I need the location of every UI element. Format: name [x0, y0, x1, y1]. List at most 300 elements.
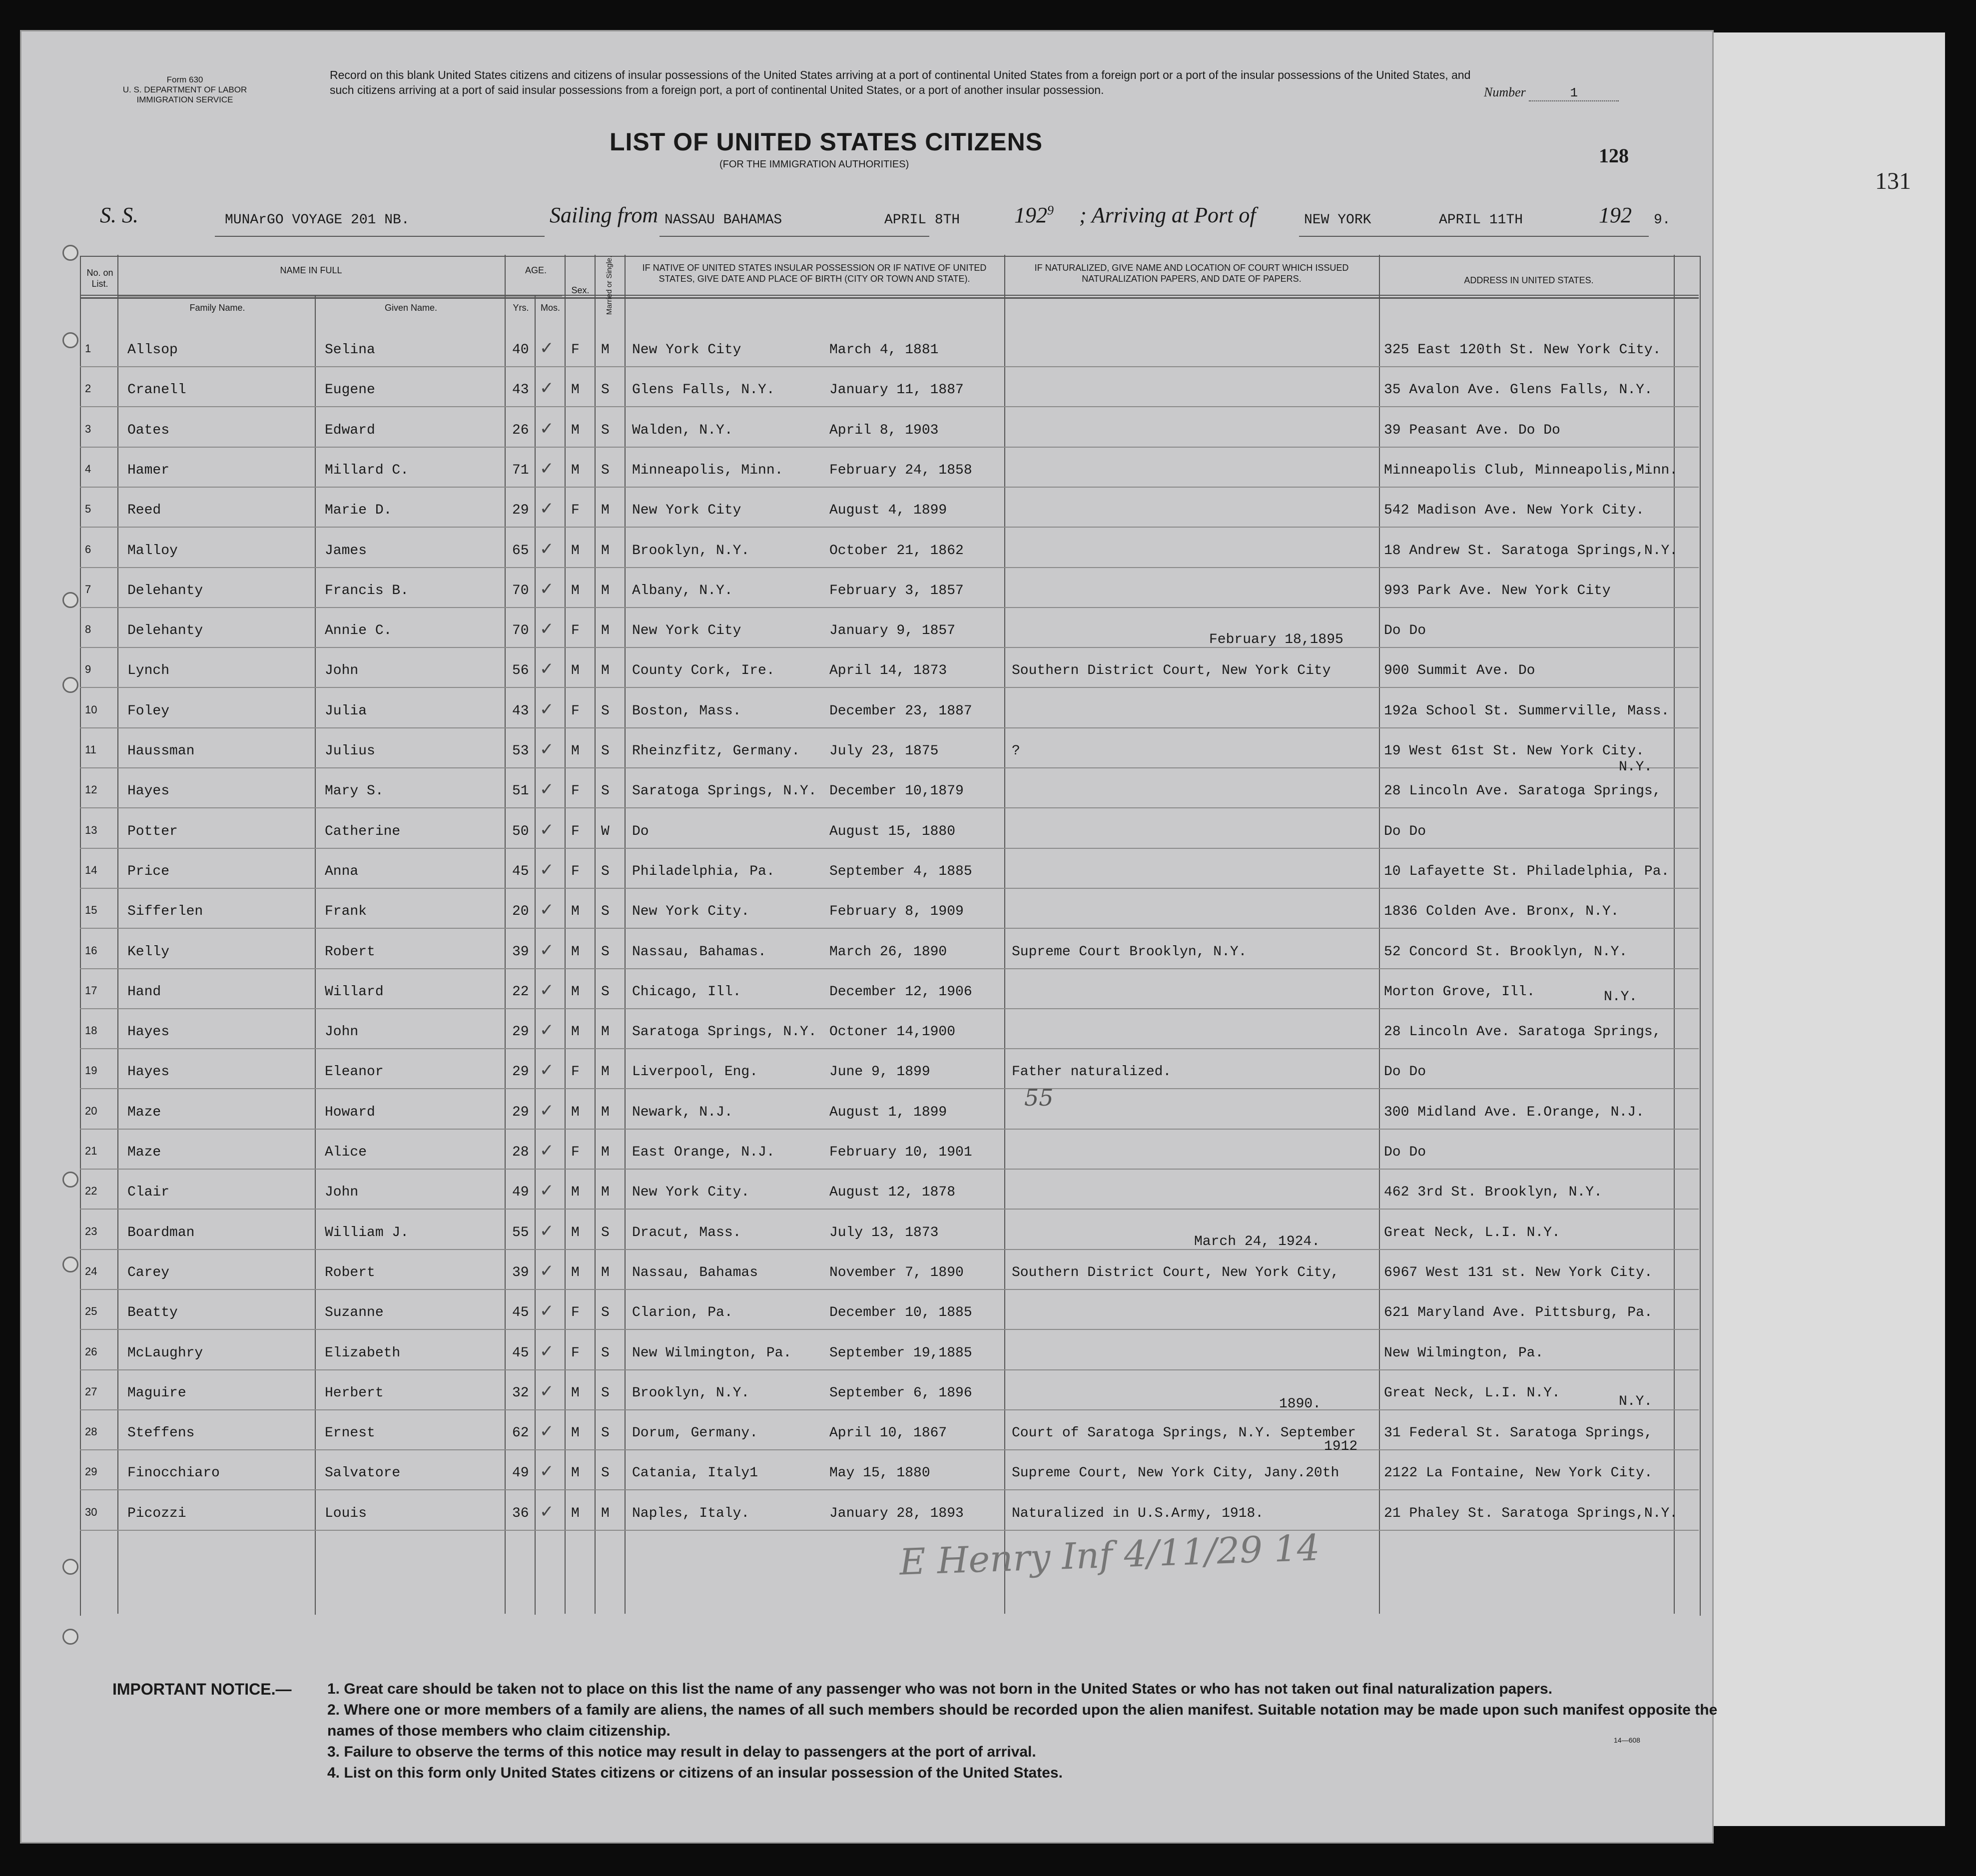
annotation-addr12-ny: N.Y.: [1619, 759, 1653, 775]
cell-ms: W: [601, 824, 610, 839]
cell-place: Minneapolis, Minn.: [632, 463, 783, 478]
cell-age: 40: [512, 342, 529, 358]
cell-place: Dorum, Germany.: [632, 1425, 758, 1441]
cell-age: 29: [512, 1105, 529, 1120]
cell-family: Delehanty: [127, 623, 203, 638]
cell-sex: M: [571, 904, 580, 919]
cell-addr: Do Do: [1384, 1064, 1426, 1080]
cell-no: 3: [85, 423, 91, 435]
checkmark-icon: ✓: [540, 1421, 554, 1441]
cell-ms: S: [601, 904, 610, 919]
cell-age: 65: [512, 543, 529, 559]
cell-sex: F: [571, 342, 580, 358]
cell-date: August 12, 1878: [829, 1185, 956, 1200]
year-label-2: 192: [1599, 203, 1632, 227]
checkmark-icon: ✓: [540, 699, 554, 719]
cell-place: Albany, N.Y.: [632, 583, 733, 599]
cell-addr: 1836 Colden Ave. Bronx, N.Y.: [1384, 904, 1619, 919]
cell-sex: F: [571, 1345, 580, 1361]
annotation-addr28-ny: N.Y.: [1619, 1394, 1653, 1409]
cell-date: March 4, 1881: [829, 342, 939, 358]
cell-addr: 35 Avalon Ave. Glens Falls, N.Y.: [1384, 382, 1653, 398]
cell-age: 39: [512, 944, 529, 960]
cell-family: Hayes: [127, 1024, 170, 1040]
cell-place: New York City.: [632, 904, 750, 919]
cell-place: Boston, Mass.: [632, 703, 741, 719]
back-page: [1709, 32, 1945, 1826]
cell-given: Alice: [325, 1145, 367, 1160]
cell-date: August 4, 1899: [829, 503, 947, 518]
cell-given: John: [325, 1024, 359, 1040]
cell-date: July 13, 1873: [829, 1225, 939, 1241]
cell-date: April 14, 1873: [829, 663, 947, 678]
cell-sex: M: [571, 1225, 580, 1241]
cell-family: Picozzi: [127, 1506, 186, 1521]
cell-no: 11: [85, 743, 96, 756]
cell-place: Brooklyn, N.Y.: [632, 543, 750, 559]
row-rule: [80, 687, 1699, 688]
cell-ms: M: [601, 1105, 610, 1120]
cell-given: Julius: [325, 743, 375, 759]
cell-place: Clarion, Pa.: [632, 1305, 733, 1320]
cell-family: Oates: [127, 423, 170, 438]
cell-age: 70: [512, 623, 529, 638]
cell-age: 29: [512, 1064, 529, 1080]
cell-family: Beatty: [127, 1305, 178, 1320]
cell-addr: 21 Phaley St. Saratoga Springs,N.Y.: [1384, 1506, 1678, 1521]
cell-date: December 10,1879: [829, 783, 964, 799]
cell-nat: Supreme Court, New York City, Jany.20th: [1012, 1465, 1339, 1481]
ship-name: MUNArGO VOYAGE 201 NB.: [225, 212, 410, 228]
row-rule: [80, 968, 1699, 969]
cell-date: August 1, 1899: [829, 1105, 947, 1120]
cell-sex: F: [571, 783, 580, 799]
cell-family: Price: [127, 864, 170, 879]
cell-date: January 9, 1857: [829, 623, 956, 638]
checkmark-icon: ✓: [540, 1261, 554, 1281]
cell-family: Maze: [127, 1105, 161, 1120]
cell-age: 71: [512, 463, 529, 478]
cell-no: 29: [85, 1465, 97, 1478]
cell-ms: S: [601, 1425, 610, 1441]
port-from: NASSAU BAHAMAS: [664, 212, 782, 228]
cell-age: 51: [512, 783, 529, 799]
checkmark-icon: ✓: [540, 980, 554, 1000]
cell-ms: S: [601, 984, 610, 1000]
row-rule: [80, 848, 1699, 849]
manifest-sheet: [20, 30, 1718, 1844]
col-family-name: Family Name.: [189, 303, 245, 313]
cell-addr: Do Do: [1384, 623, 1426, 638]
cell-ms: S: [601, 463, 610, 478]
cell-no: 26: [85, 1345, 97, 1358]
checkmark-icon: ✓: [540, 579, 554, 599]
cell-sex: M: [571, 984, 580, 1000]
row-rule: [80, 1489, 1699, 1490]
cell-no: 27: [85, 1385, 97, 1398]
cell-addr: 18 Andrew St. Saratoga Springs,N.Y.: [1384, 543, 1678, 559]
cell-sex: F: [571, 1064, 580, 1080]
cell-no: 17: [85, 984, 97, 997]
cell-addr: 900 Summit Ave. Do: [1384, 663, 1535, 678]
cell-family: Clair: [127, 1185, 170, 1200]
cell-sex: M: [571, 1105, 580, 1120]
cell-given: John: [325, 1185, 359, 1200]
cell-family: Allsop: [127, 342, 178, 358]
number-field: [1484, 85, 1619, 101]
col-mos: Mos.: [540, 303, 560, 313]
cell-given: John: [325, 663, 359, 678]
punch-hole: [62, 332, 78, 348]
cell-place: Rheinzfitz, Germany.: [632, 743, 800, 759]
cell-ms: M: [601, 623, 610, 638]
cell-family: Malloy: [127, 543, 178, 559]
cell-sex: M: [571, 1425, 580, 1441]
cell-ms: S: [601, 1385, 610, 1401]
cell-given: Louis: [325, 1506, 367, 1521]
cell-date: May 15, 1880: [829, 1465, 930, 1481]
cell-ms: S: [601, 1225, 610, 1241]
cell-family: Maguire: [127, 1385, 186, 1401]
cell-date: October 21, 1862: [829, 543, 964, 559]
date-from: APRIL 8TH: [884, 212, 960, 228]
row-rule: [80, 447, 1699, 448]
number-label: Number: [1484, 85, 1526, 99]
cell-date: December 23, 1887: [829, 703, 972, 719]
cell-date: April 8, 1903: [829, 423, 939, 438]
cell-ms: M: [601, 503, 610, 518]
row-rule: [80, 1409, 1699, 1410]
cell-addr: Morton Grove, Ill.: [1384, 984, 1535, 1000]
cell-age: 36: [512, 1506, 529, 1521]
cell-no: 8: [85, 623, 91, 635]
cell-ms: M: [601, 1185, 610, 1200]
cell-addr: 542 Madison Ave. New York City.: [1384, 503, 1644, 518]
row-rule: [80, 366, 1699, 367]
checkmark-icon: ✓: [540, 1221, 554, 1241]
checkmark-icon: ✓: [540, 940, 554, 960]
checkmark-icon: ✓: [540, 338, 554, 358]
cell-date: July 23, 1875: [829, 743, 939, 759]
cell-addr: 28 Lincoln Ave. Saratoga Springs,: [1384, 783, 1661, 799]
checkmark-icon: ✓: [540, 419, 554, 439]
cell-date: February 10, 1901: [829, 1145, 972, 1160]
cell-no: 2: [85, 382, 91, 395]
cell-place: County Cork, Ire.: [632, 663, 775, 678]
cell-no: 21: [85, 1145, 97, 1157]
cell-family: Maze: [127, 1145, 161, 1160]
cell-date: November 7, 1890: [829, 1265, 964, 1280]
row-rule: [80, 1088, 1699, 1089]
cell-place: Brooklyn, N.Y.: [632, 1385, 750, 1401]
cell-given: Eugene: [325, 382, 375, 398]
cell-addr: 28 Lincoln Ave. Saratoga Springs,: [1384, 1024, 1661, 1040]
cell-ms: S: [601, 1345, 610, 1361]
cell-place: Do: [632, 824, 649, 839]
checkmark-icon: ✓: [540, 1301, 554, 1321]
cell-ms: S: [601, 1465, 610, 1481]
cell-date: August 15, 1880: [829, 824, 956, 839]
col-address: ADDRESS IN UNITED STATES.: [1464, 275, 1594, 285]
cell-sex: M: [571, 1465, 580, 1481]
cell-no: 1: [85, 342, 91, 355]
cell-place: East Orange, N.J.: [632, 1145, 775, 1160]
cell-no: 5: [85, 503, 91, 515]
checkmark-icon: ✓: [540, 1141, 554, 1161]
cell-given: Annie C.: [325, 623, 392, 638]
cell-given: Marie D.: [325, 503, 392, 518]
cell-family: Haussman: [127, 743, 195, 759]
cell-addr: 10 Lafayette St. Philadelphia, Pa.: [1384, 864, 1670, 879]
cell-sex: M: [571, 543, 580, 559]
cell-ms: S: [601, 783, 610, 799]
cell-date: January 28, 1893: [829, 1506, 964, 1521]
cell-ms: M: [601, 1145, 610, 1160]
cell-nat: Southern District Court, New York City,: [1012, 1265, 1339, 1280]
cell-ms: M: [601, 543, 610, 559]
row-rule: [80, 1449, 1699, 1450]
cell-sex: M: [571, 1265, 580, 1280]
cell-addr: 325 East 120th St. New York City.: [1384, 342, 1661, 358]
cell-age: 28: [512, 1145, 529, 1160]
checkmark-icon: ✓: [540, 820, 554, 840]
cell-sex: F: [571, 503, 580, 518]
cell-place: Saratoga Springs, N.Y.: [632, 1024, 817, 1040]
row-rule: [80, 567, 1699, 568]
row-rule: [80, 1369, 1699, 1370]
cell-age: 45: [512, 1305, 529, 1320]
cell-family: Reed: [127, 503, 161, 518]
cell-sex: M: [571, 1506, 580, 1521]
checkmark-icon: ✓: [540, 739, 554, 759]
cell-ms: M: [601, 342, 610, 358]
cell-age: 45: [512, 1345, 529, 1361]
cell-given: William J.: [325, 1225, 409, 1241]
cell-family: Carey: [127, 1265, 170, 1280]
cell-place: Saratoga Springs, N.Y.: [632, 783, 817, 799]
checkmark-icon: ✓: [540, 378, 554, 398]
cell-place: Catania, Italy1: [632, 1465, 758, 1481]
cell-family: Hayes: [127, 783, 170, 799]
cell-place: Philadelphia, Pa.: [632, 864, 775, 879]
cell-age: 62: [512, 1425, 529, 1441]
cell-ms: S: [601, 1305, 610, 1320]
notice-item: 4. List on this form only United States citizens or citizens of an insular possession of the United States.: [327, 1765, 1063, 1781]
cell-nat: Court of Saratoga Springs, N.Y. September: [1012, 1425, 1356, 1441]
number-value: 1: [1529, 85, 1619, 101]
row-rule: [80, 487, 1699, 488]
col-yrs: Yrs.: [513, 303, 529, 313]
checkmark-icon: ✓: [540, 1060, 554, 1080]
checkmark-icon: ✓: [540, 1381, 554, 1401]
cell-no: 6: [85, 543, 91, 556]
cell-place: Nassau, Bahamas: [632, 1265, 758, 1280]
cell-nat: Southern District Court, New York City: [1012, 663, 1331, 678]
cell-no: 22: [85, 1185, 97, 1197]
annotation-nat9-date: February 18,1895: [1209, 632, 1343, 647]
cell-no: 20: [85, 1105, 97, 1117]
cell-age: 26: [512, 423, 529, 438]
cell-sex: F: [571, 824, 580, 839]
cell-no: 19: [85, 1064, 97, 1077]
checkmark-icon: ✓: [540, 1461, 554, 1481]
cell-no: 14: [85, 864, 97, 876]
cell-no: 4: [85, 463, 91, 475]
cell-no: 30: [85, 1506, 97, 1518]
cell-nat: Father naturalized.: [1012, 1064, 1172, 1080]
cell-given: Eleanor: [325, 1064, 384, 1080]
cell-ms: M: [601, 663, 610, 678]
cell-family: Hand: [127, 984, 161, 1000]
cell-no: 7: [85, 583, 91, 596]
cell-age: 50: [512, 824, 529, 839]
cell-age: 29: [512, 1024, 529, 1040]
cell-given: Edward: [325, 423, 375, 438]
cell-given: Anna: [325, 864, 359, 879]
cell-date: February 3, 1857: [829, 583, 964, 599]
punch-hole: [62, 1559, 78, 1575]
cell-addr: 993 Park Ave. New York City: [1384, 583, 1611, 599]
row-rule: [80, 767, 1699, 768]
cell-date: December 10, 1885: [829, 1305, 972, 1320]
cell-no: 9: [85, 663, 91, 675]
cell-place: Newark, N.J.: [632, 1105, 733, 1120]
arriving-label: ; Arriving at Port of: [1079, 203, 1256, 227]
row-rule: [80, 647, 1699, 648]
form-number: Form 630: [166, 75, 203, 84]
col-name-in-full: NAME IN FULL: [280, 265, 342, 275]
cell-given: Herbert: [325, 1385, 384, 1401]
cell-place: Glens Falls, N.Y.: [632, 382, 775, 398]
row-rule: [80, 888, 1699, 889]
cell-age: 29: [512, 503, 529, 518]
cell-family: Kelly: [127, 944, 170, 960]
annotation-hand-55: 55: [1024, 1084, 1054, 1111]
cell-sex: F: [571, 1305, 580, 1320]
notice-item: 3. Failure to observe the terms of this notice may result in delay to passengers at the port of arrival.: [327, 1744, 1036, 1760]
cell-family: Steffens: [127, 1425, 195, 1441]
cell-given: Francis B.: [325, 583, 409, 599]
cell-place: New Wilmington, Pa.: [632, 1345, 792, 1361]
row-rule: [80, 1209, 1699, 1210]
cell-addr: 621 Maryland Ave. Pittsburg, Pa.: [1384, 1305, 1653, 1320]
row-rule: [80, 1530, 1699, 1531]
page-title: LIST OF UNITED STATES CITIZENS: [610, 128, 1043, 156]
cell-family: Hamer: [127, 463, 170, 478]
cell-age: 56: [512, 663, 529, 678]
manifest-table: [80, 256, 1701, 1616]
cell-age: 39: [512, 1265, 529, 1280]
cell-no: 18: [85, 1024, 97, 1037]
cell-sex: F: [571, 864, 580, 879]
checkmark-icon: ✓: [540, 499, 554, 519]
col-age: AGE.: [525, 265, 547, 275]
punch-hole: [62, 245, 78, 261]
cell-sex: M: [571, 1024, 580, 1040]
sailing-label: Sailing from: [550, 203, 659, 227]
cell-date: Octoner 14,1900: [829, 1024, 956, 1040]
cell-age: 43: [512, 703, 529, 719]
col-given-name: Given Name.: [384, 303, 438, 313]
cell-given: Millard C.: [325, 463, 409, 478]
cell-addr: 52 Concord St. Brooklyn, N.Y.: [1384, 944, 1628, 960]
cell-date: September 19,1885: [829, 1345, 972, 1361]
cell-place: Dracut, Mass.: [632, 1225, 741, 1241]
cell-place: New York City.: [632, 1185, 750, 1200]
cell-sex: M: [571, 1385, 580, 1401]
checkmark-icon: ✓: [540, 900, 554, 920]
cell-addr: 300 Midland Ave. E.Orange, N.J.: [1384, 1105, 1644, 1120]
col-birth: IF NATIVE OF UNITED STATES INSULAR POSSESSION OR IF NATIVE OF UNITED STATES, GIVE DATE AND PLACE OF BIRTH (CITY OR TOWN AND STATE).: [642, 263, 987, 284]
cell-given: Catherine: [325, 824, 401, 839]
cell-ms: S: [601, 944, 610, 960]
ss-label: S. S.: [100, 203, 138, 227]
col-no: No. on List.: [86, 268, 113, 289]
cell-addr: 31 Federal St. Saratoga Springs,: [1384, 1425, 1653, 1441]
port-to: NEW YORK: [1304, 212, 1371, 228]
inspector-signature: E Henry Inf 4/11/29 14: [898, 1526, 1320, 1583]
checkmark-icon: ✓: [540, 1101, 554, 1121]
cell-family: Cranell: [127, 382, 186, 398]
cell-addr: 192a School St. Summerville, Mass.: [1384, 703, 1670, 719]
cell-place: Liverpool, Eng.: [632, 1064, 758, 1080]
cell-no: 25: [85, 1305, 97, 1317]
cell-nat: Supreme Court Brooklyn, N.Y.: [1012, 944, 1247, 960]
cell-age: 55: [512, 1225, 529, 1241]
cell-family: Potter: [127, 824, 178, 839]
date-to: APRIL 11TH: [1439, 212, 1523, 228]
annotation-nat24-date: March 24, 1924.: [1194, 1234, 1320, 1250]
cell-ms: M: [601, 1506, 610, 1521]
col-married-single: Married or Single.: [605, 255, 614, 315]
cell-addr: Great Neck, L.I. N.Y.: [1384, 1225, 1560, 1241]
col-naturalized: IF NATURALIZED, GIVE NAME AND LOCATION OF COURT WHICH ISSUED NATURALIZATION PAPERS, AND DATE OF PAPERS.: [1034, 263, 1349, 284]
cell-addr: 39 Peasant Ave. Do Do: [1384, 423, 1560, 438]
cell-given: Robert: [325, 944, 375, 960]
cell-addr: 2122 La Fontaine, New York City.: [1384, 1465, 1653, 1481]
cell-family: McLaughry: [127, 1345, 203, 1361]
annotation-nat29-year: 1912: [1324, 1439, 1358, 1454]
cell-date: December 12, 1906: [829, 984, 972, 1000]
service-label: IMMIGRATION SERVICE: [136, 95, 233, 104]
row-rule: [80, 1329, 1699, 1330]
cell-age: 43: [512, 382, 529, 398]
cell-given: Howard: [325, 1105, 375, 1120]
cell-given: Suzanne: [325, 1305, 384, 1320]
cell-given: Ernest: [325, 1425, 375, 1441]
cell-place: Walden, N.Y.: [632, 423, 733, 438]
row-rule: [80, 607, 1699, 608]
cell-date: April 10, 1867: [829, 1425, 947, 1441]
stamp-number: 128: [1599, 144, 1629, 167]
cell-age: 32: [512, 1385, 529, 1401]
punch-hole: [62, 1256, 78, 1272]
row-rule: [80, 527, 1699, 528]
cell-given: Elizabeth: [325, 1345, 401, 1361]
row-rule: [80, 1289, 1699, 1290]
cell-sex: F: [571, 623, 580, 638]
checkmark-icon: ✓: [540, 1181, 554, 1201]
checkmark-icon: ✓: [540, 659, 554, 679]
cell-no: 23: [85, 1225, 97, 1238]
col-sex: Sex.: [571, 285, 590, 295]
cell-ms: M: [601, 1064, 610, 1080]
row-rule: [80, 1048, 1699, 1049]
cell-sex: M: [571, 944, 580, 960]
checkmark-icon: ✓: [540, 619, 554, 639]
row-rule: [80, 1129, 1699, 1130]
cell-date: June 9, 1899: [829, 1064, 930, 1080]
